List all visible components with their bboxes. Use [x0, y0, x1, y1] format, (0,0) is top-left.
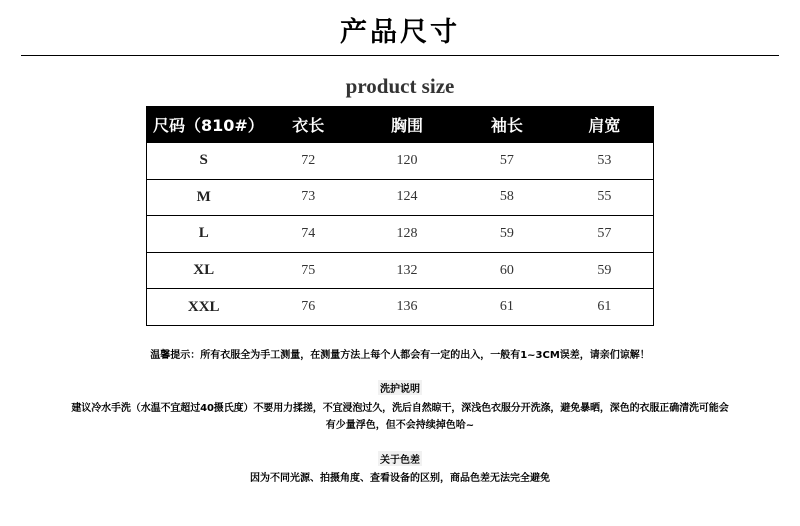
measurement-note: 温馨提示：所有衣服全为手工测量，在测量方法上每个人都会有一定的出入，一般有1~3CM误差，请亲们谅解！	[150, 350, 650, 361]
length-cell: 73	[260, 179, 356, 216]
sleeve-cell: 61	[458, 289, 556, 326]
washing-heading-label: 洗护说明	[378, 380, 422, 395]
table-row	[147, 143, 654, 180]
size-cell: L	[147, 216, 261, 253]
chest-cell: 136	[356, 289, 458, 326]
shoulder-cell: 61	[556, 289, 654, 326]
page-title: 产品尺寸	[340, 17, 460, 48]
shoulder-cell: 53	[556, 143, 654, 180]
header-shoulder: 肩宽	[556, 107, 654, 143]
washing-text-line-1: 建议冷水手洗（水温不宜超过40摄氏度）不要用力揉搓，不宜浸泡过久，洗后自然晾干，深浅色衣服分开洗涤，避免暴晒，深色的衣服正确清洗可能会	[71, 403, 729, 414]
color-diff-text: 因为不同光源、拍摄角度、查看设备的区别，商品色差无法完全避免	[250, 473, 550, 484]
sleeve-cell: 58	[458, 179, 556, 216]
color-diff-heading	[0, 451, 800, 466]
length-cell: 76	[260, 289, 356, 326]
shoulder-cell: 55	[556, 179, 654, 216]
sleeve-cell: 59	[458, 216, 556, 253]
size-cell: XL	[147, 252, 261, 289]
chest-cell: 124	[356, 179, 458, 216]
chest-cell: 128	[356, 216, 458, 253]
washing-heading	[0, 380, 800, 395]
table-row	[147, 252, 654, 289]
shoulder-cell: 59	[556, 252, 654, 289]
table-row	[147, 289, 654, 326]
length-cell: 72	[260, 143, 356, 180]
length-cell: 74	[260, 216, 356, 253]
size-cell: S	[147, 143, 261, 180]
header-sleeve: 袖长	[458, 107, 556, 143]
shoulder-cell: 57	[556, 216, 654, 253]
color-diff-heading-label: 关于色差	[378, 451, 422, 466]
title-divider	[21, 55, 779, 56]
length-cell: 75	[260, 252, 356, 289]
table-header-row	[147, 107, 654, 143]
size-cell: XXL	[147, 289, 261, 326]
chest-cell: 132	[356, 252, 458, 289]
header-chest: 胸围	[356, 107, 458, 143]
header-length: 衣长	[260, 107, 356, 143]
sleeve-cell: 60	[458, 252, 556, 289]
table-row	[147, 216, 654, 253]
washing-text-line-2: 有少量浮色，但不会持续掉色哈~	[325, 420, 475, 431]
header-size: 尺码（810#）	[147, 107, 261, 143]
page-subtitle: product size	[345, 74, 455, 98]
sleeve-cell: 57	[458, 143, 556, 180]
table-row	[147, 179, 654, 216]
size-cell: M	[147, 179, 261, 216]
size-table	[146, 106, 654, 326]
chest-cell: 120	[356, 143, 458, 180]
